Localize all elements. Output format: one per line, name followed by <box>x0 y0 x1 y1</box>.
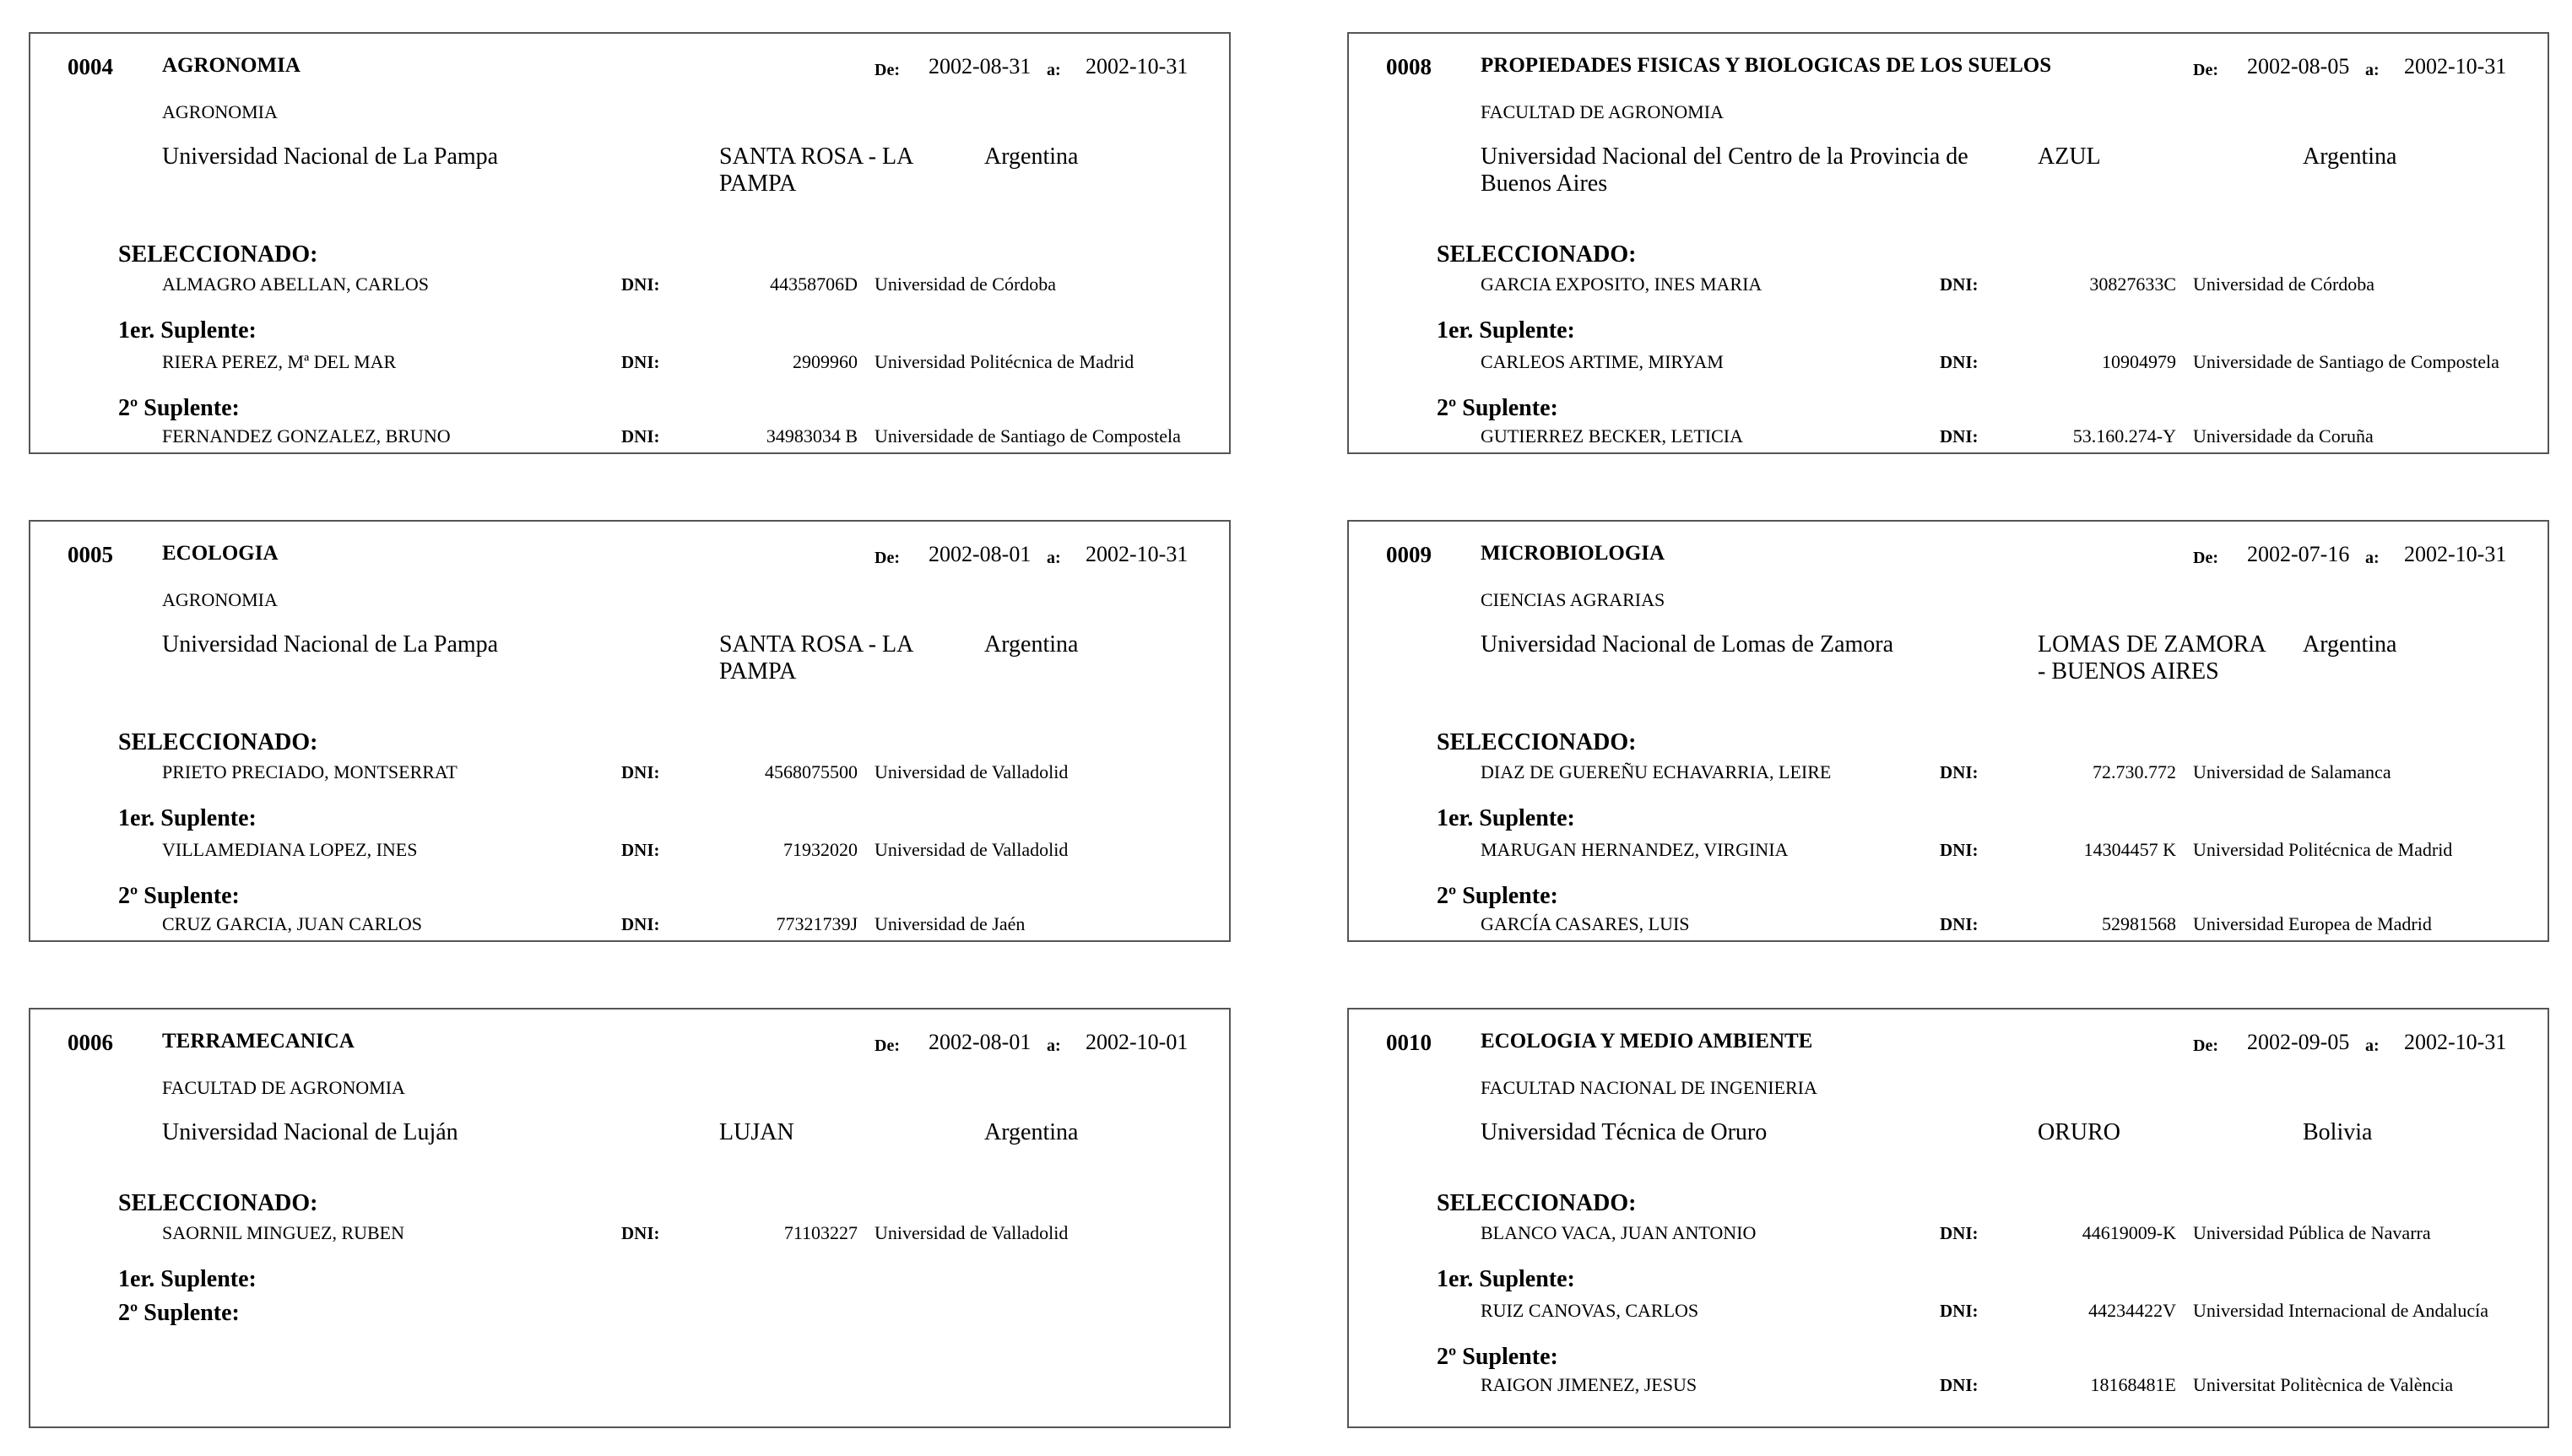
dni-label: DNI: <box>1940 762 1979 782</box>
country: Argentina <box>984 1119 1079 1145</box>
dni-label: DNI: <box>621 352 660 372</box>
sub2-heading: 2º Suplente: <box>1437 395 1558 421</box>
card-title: TERRAMECANICA <box>162 1030 355 1053</box>
host-university: Universidad Nacional del Centro de la Provincia de Buenos Aires <box>1481 143 1968 198</box>
card-0010 <box>1347 1008 2549 1428</box>
card-title: PROPIEDADES FISICAS Y BIOLOGICAS DE LOS SUELOS <box>1481 54 2052 77</box>
selected-dni: 44619009-K <box>2082 1222 2176 1243</box>
country: Bolivia <box>2303 1119 2373 1145</box>
selected-name: GARCIA EXPOSITO, INES MARIA <box>1481 273 1762 295</box>
host-university: Universidad Nacional de Luján <box>162 1119 458 1145</box>
sub2-dni: 53.160.274-Y <box>2072 425 2176 447</box>
host-university: Universidad Nacional de Lomas de Zamora <box>1481 631 1894 658</box>
selected-university: Universidad de Salamanca <box>2193 761 2391 782</box>
card-title: ECOLOGIA <box>162 542 279 565</box>
selected-heading: SELECCIONADO: <box>1437 241 1637 268</box>
sub1-name: RIERA PEREZ, Mª DEL MAR <box>162 351 397 372</box>
sub1-heading: 1er. Suplente: <box>1437 317 1575 344</box>
dni-label: DNI: <box>1940 840 1979 860</box>
from-label: De: <box>2193 61 2218 79</box>
faculty: FACULTAD DE AGRONOMIA <box>1481 101 1724 122</box>
city: LOMAS DE ZAMORA - BUENOS AIRES <box>2038 631 2266 685</box>
card-code: 0005 <box>68 542 113 567</box>
card-code: 0008 <box>1386 54 1432 79</box>
city: SANTA ROSA - LA PAMPA <box>719 143 912 198</box>
to-label: a: <box>2365 1037 2380 1055</box>
sub1-name: CARLEOS ARTIME, MIRYAM <box>1481 351 1724 372</box>
sub2-dni: 18168481E <box>2090 1374 2176 1395</box>
sub1-dni: 14304457 K <box>2083 839 2176 860</box>
selected-university: Universidad de Valladolid <box>874 1222 1069 1243</box>
dni-label: DNI: <box>621 426 660 447</box>
country: Argentina <box>984 631 1079 658</box>
selected-university: Universidad de Valladolid <box>874 761 1069 782</box>
selected-heading: SELECCIONADO: <box>1437 1190 1637 1216</box>
country: Argentina <box>2303 143 2397 170</box>
sub2-university: Universitat Politècnica de València <box>2193 1374 2454 1395</box>
sub2-dni: 34983034 B <box>766 425 858 447</box>
to-date: 2002-10-31 <box>2404 54 2507 78</box>
from-label: De: <box>874 549 900 567</box>
faculty: FACULTAD NACIONAL DE INGENIERIA <box>1481 1077 1817 1098</box>
dni-label: DNI: <box>621 274 660 295</box>
sub1-dni: 2909960 <box>793 351 858 372</box>
sub2-name: GARCÍA CASARES, LUIS <box>1481 913 1690 934</box>
to-date: 2002-10-31 <box>2404 542 2507 566</box>
from-date: 2002-07-16 <box>2247 542 2350 566</box>
sub1-name: RUIZ CANOVAS, CARLOS <box>1481 1300 1699 1321</box>
selected-heading: SELECCIONADO: <box>1437 729 1637 755</box>
dni-label: DNI: <box>1940 352 1979 372</box>
sub1-university: Universidad Politécnica de Madrid <box>2193 839 2453 860</box>
to-label: a: <box>1047 1037 1061 1055</box>
selected-name: PRIETO PRECIADO, MONTSERRAT <box>162 761 458 782</box>
faculty: FACULTAD DE AGRONOMIA <box>162 1077 405 1098</box>
sub2-heading: 2º Suplente: <box>1437 883 1558 909</box>
selected-name: ALMAGRO ABELLAN, CARLOS <box>162 273 429 295</box>
sub1-heading: 1er. Suplente: <box>1437 805 1575 831</box>
dni-label: DNI: <box>1940 1301 1979 1321</box>
sub1-heading: 1er. Suplente: <box>118 317 257 344</box>
sub1-dni: 71932020 <box>783 839 858 860</box>
sub1-name: VILLAMEDIANA LOPEZ, INES <box>162 839 418 860</box>
selected-dni: 71103227 <box>783 1222 858 1243</box>
selected-name: BLANCO VACA, JUAN ANTONIO <box>1481 1222 1757 1243</box>
card-0004 <box>29 32 1231 454</box>
host-university: Universidad Nacional de La Pampa <box>162 143 499 170</box>
selected-heading: SELECCIONADO: <box>118 1190 318 1216</box>
sub2-university: Universidade de Santiago de Compostela <box>874 425 1181 447</box>
dni-label: DNI: <box>1940 1375 1979 1395</box>
host-university: Universidad Técnica de Oruro <box>1481 1119 1768 1145</box>
dni-label: DNI: <box>621 1223 660 1243</box>
card-0006 <box>29 1008 1231 1428</box>
city: SANTA ROSA - LA PAMPA <box>719 631 912 685</box>
dni-label: DNI: <box>1940 274 1979 295</box>
city: AZUL <box>2038 143 2101 170</box>
city: ORURO <box>2038 1119 2121 1145</box>
dni-label: DNI: <box>621 840 660 860</box>
selected-dni: 4568075500 <box>765 761 858 782</box>
selected-name: DIAZ DE GUEREÑU ECHAVARRIA, LEIRE <box>1481 761 1832 782</box>
from-label: De: <box>874 1037 900 1055</box>
dni-label: DNI: <box>1940 426 1979 447</box>
card-code: 0006 <box>68 1030 113 1055</box>
selected-university: Universidad Pública de Navarra <box>2193 1222 2431 1243</box>
sub2-dni: 77321739J <box>776 913 858 934</box>
to-date: 2002-10-31 <box>2404 1030 2507 1054</box>
sub2-name: RAIGON JIMENEZ, JESUS <box>1481 1374 1698 1395</box>
to-label: a: <box>2365 549 2380 567</box>
sub1-name: MARUGAN HERNANDEZ, VIRGINIA <box>1481 839 1789 860</box>
host-university: Universidad Nacional de La Pampa <box>162 631 499 658</box>
selected-university: Universidad de Córdoba <box>2193 273 2375 295</box>
selected-heading: SELECCIONADO: <box>118 241 318 268</box>
card-0009 <box>1347 520 2549 942</box>
sub2-university: Universidad Europea de Madrid <box>2193 913 2432 934</box>
dni-label: DNI: <box>621 762 660 782</box>
sub1-heading: 1er. Suplente: <box>118 805 257 831</box>
sub1-dni: 44234422V <box>2088 1300 2176 1321</box>
card-title: AGRONOMIA <box>162 54 301 77</box>
dni-label: DNI: <box>1940 1223 1979 1243</box>
from-label: De: <box>2193 1037 2218 1055</box>
sub1-heading: 1er. Suplente: <box>1437 1266 1575 1292</box>
from-date: 2002-08-01 <box>929 542 1032 566</box>
from-date: 2002-08-01 <box>929 1030 1032 1054</box>
card-code: 0009 <box>1386 542 1432 567</box>
from-label: De: <box>2193 549 2218 567</box>
sub1-dni: 10904979 <box>2102 351 2176 372</box>
sub1-university: Universidade de Santiago de Compostela <box>2193 351 2499 372</box>
selected-dni: 30827633C <box>2089 273 2176 295</box>
faculty: AGRONOMIA <box>162 589 278 610</box>
dni-label: DNI: <box>1940 914 1979 934</box>
sub1-university: Universidad Internacional de Andalucía <box>2193 1300 2489 1321</box>
from-date: 2002-08-05 <box>2247 54 2350 78</box>
card-0008 <box>1347 32 2549 454</box>
card-code: 0004 <box>68 54 113 79</box>
sub2-heading: 2º Suplente: <box>1437 1344 1558 1370</box>
sub2-heading: 2º Suplente: <box>118 1300 240 1326</box>
dni-label: DNI: <box>621 914 660 934</box>
sub1-heading: 1er. Suplente: <box>118 1266 257 1292</box>
city: LUJAN <box>719 1119 794 1145</box>
sub2-university: Universidade da Coruña <box>2193 425 2374 447</box>
card-title: MICROBIOLOGIA <box>1481 542 1665 565</box>
sub2-name: CRUZ GARCIA, JUAN CARLOS <box>162 913 423 934</box>
to-label: a: <box>1047 61 1061 79</box>
sub2-heading: 2º Suplente: <box>118 395 240 421</box>
country: Argentina <box>984 143 1079 170</box>
sub2-dni: 52981568 <box>2102 913 2176 934</box>
selected-heading: SELECCIONADO: <box>118 729 318 755</box>
from-label: De: <box>874 61 900 79</box>
card-0005 <box>29 520 1231 942</box>
to-date: 2002-10-01 <box>1086 1030 1189 1054</box>
selected-name: SAORNIL MINGUEZ, RUBEN <box>162 1222 405 1243</box>
selected-university: Universidad de Córdoba <box>874 273 1057 295</box>
sub2-heading: 2º Suplente: <box>118 883 240 909</box>
sub2-university: Universidad de Jaén <box>874 913 1026 934</box>
to-label: a: <box>2365 61 2380 79</box>
sub2-name: FERNANDEZ GONZALEZ, BRUNO <box>162 425 451 447</box>
selected-dni: 72.730.772 <box>2093 761 2176 782</box>
faculty: CIENCIAS AGRARIAS <box>1481 589 1665 610</box>
card-title: ECOLOGIA Y MEDIO AMBIENTE <box>1481 1030 1813 1053</box>
from-date: 2002-08-31 <box>929 54 1032 78</box>
to-date: 2002-10-31 <box>1086 542 1189 566</box>
to-label: a: <box>1047 549 1061 567</box>
sub2-name: GUTIERREZ BECKER, LETICIA <box>1481 425 1744 447</box>
to-date: 2002-10-31 <box>1086 54 1189 78</box>
sub1-university: Universidad de Valladolid <box>874 839 1069 860</box>
selected-dni: 44358706D <box>770 273 858 295</box>
country: Argentina <box>2303 631 2397 658</box>
sub1-university: Universidad Politécnica de Madrid <box>874 351 1134 372</box>
card-code: 0010 <box>1386 1030 1432 1055</box>
faculty: AGRONOMIA <box>162 101 278 122</box>
from-date: 2002-09-05 <box>2247 1030 2350 1054</box>
